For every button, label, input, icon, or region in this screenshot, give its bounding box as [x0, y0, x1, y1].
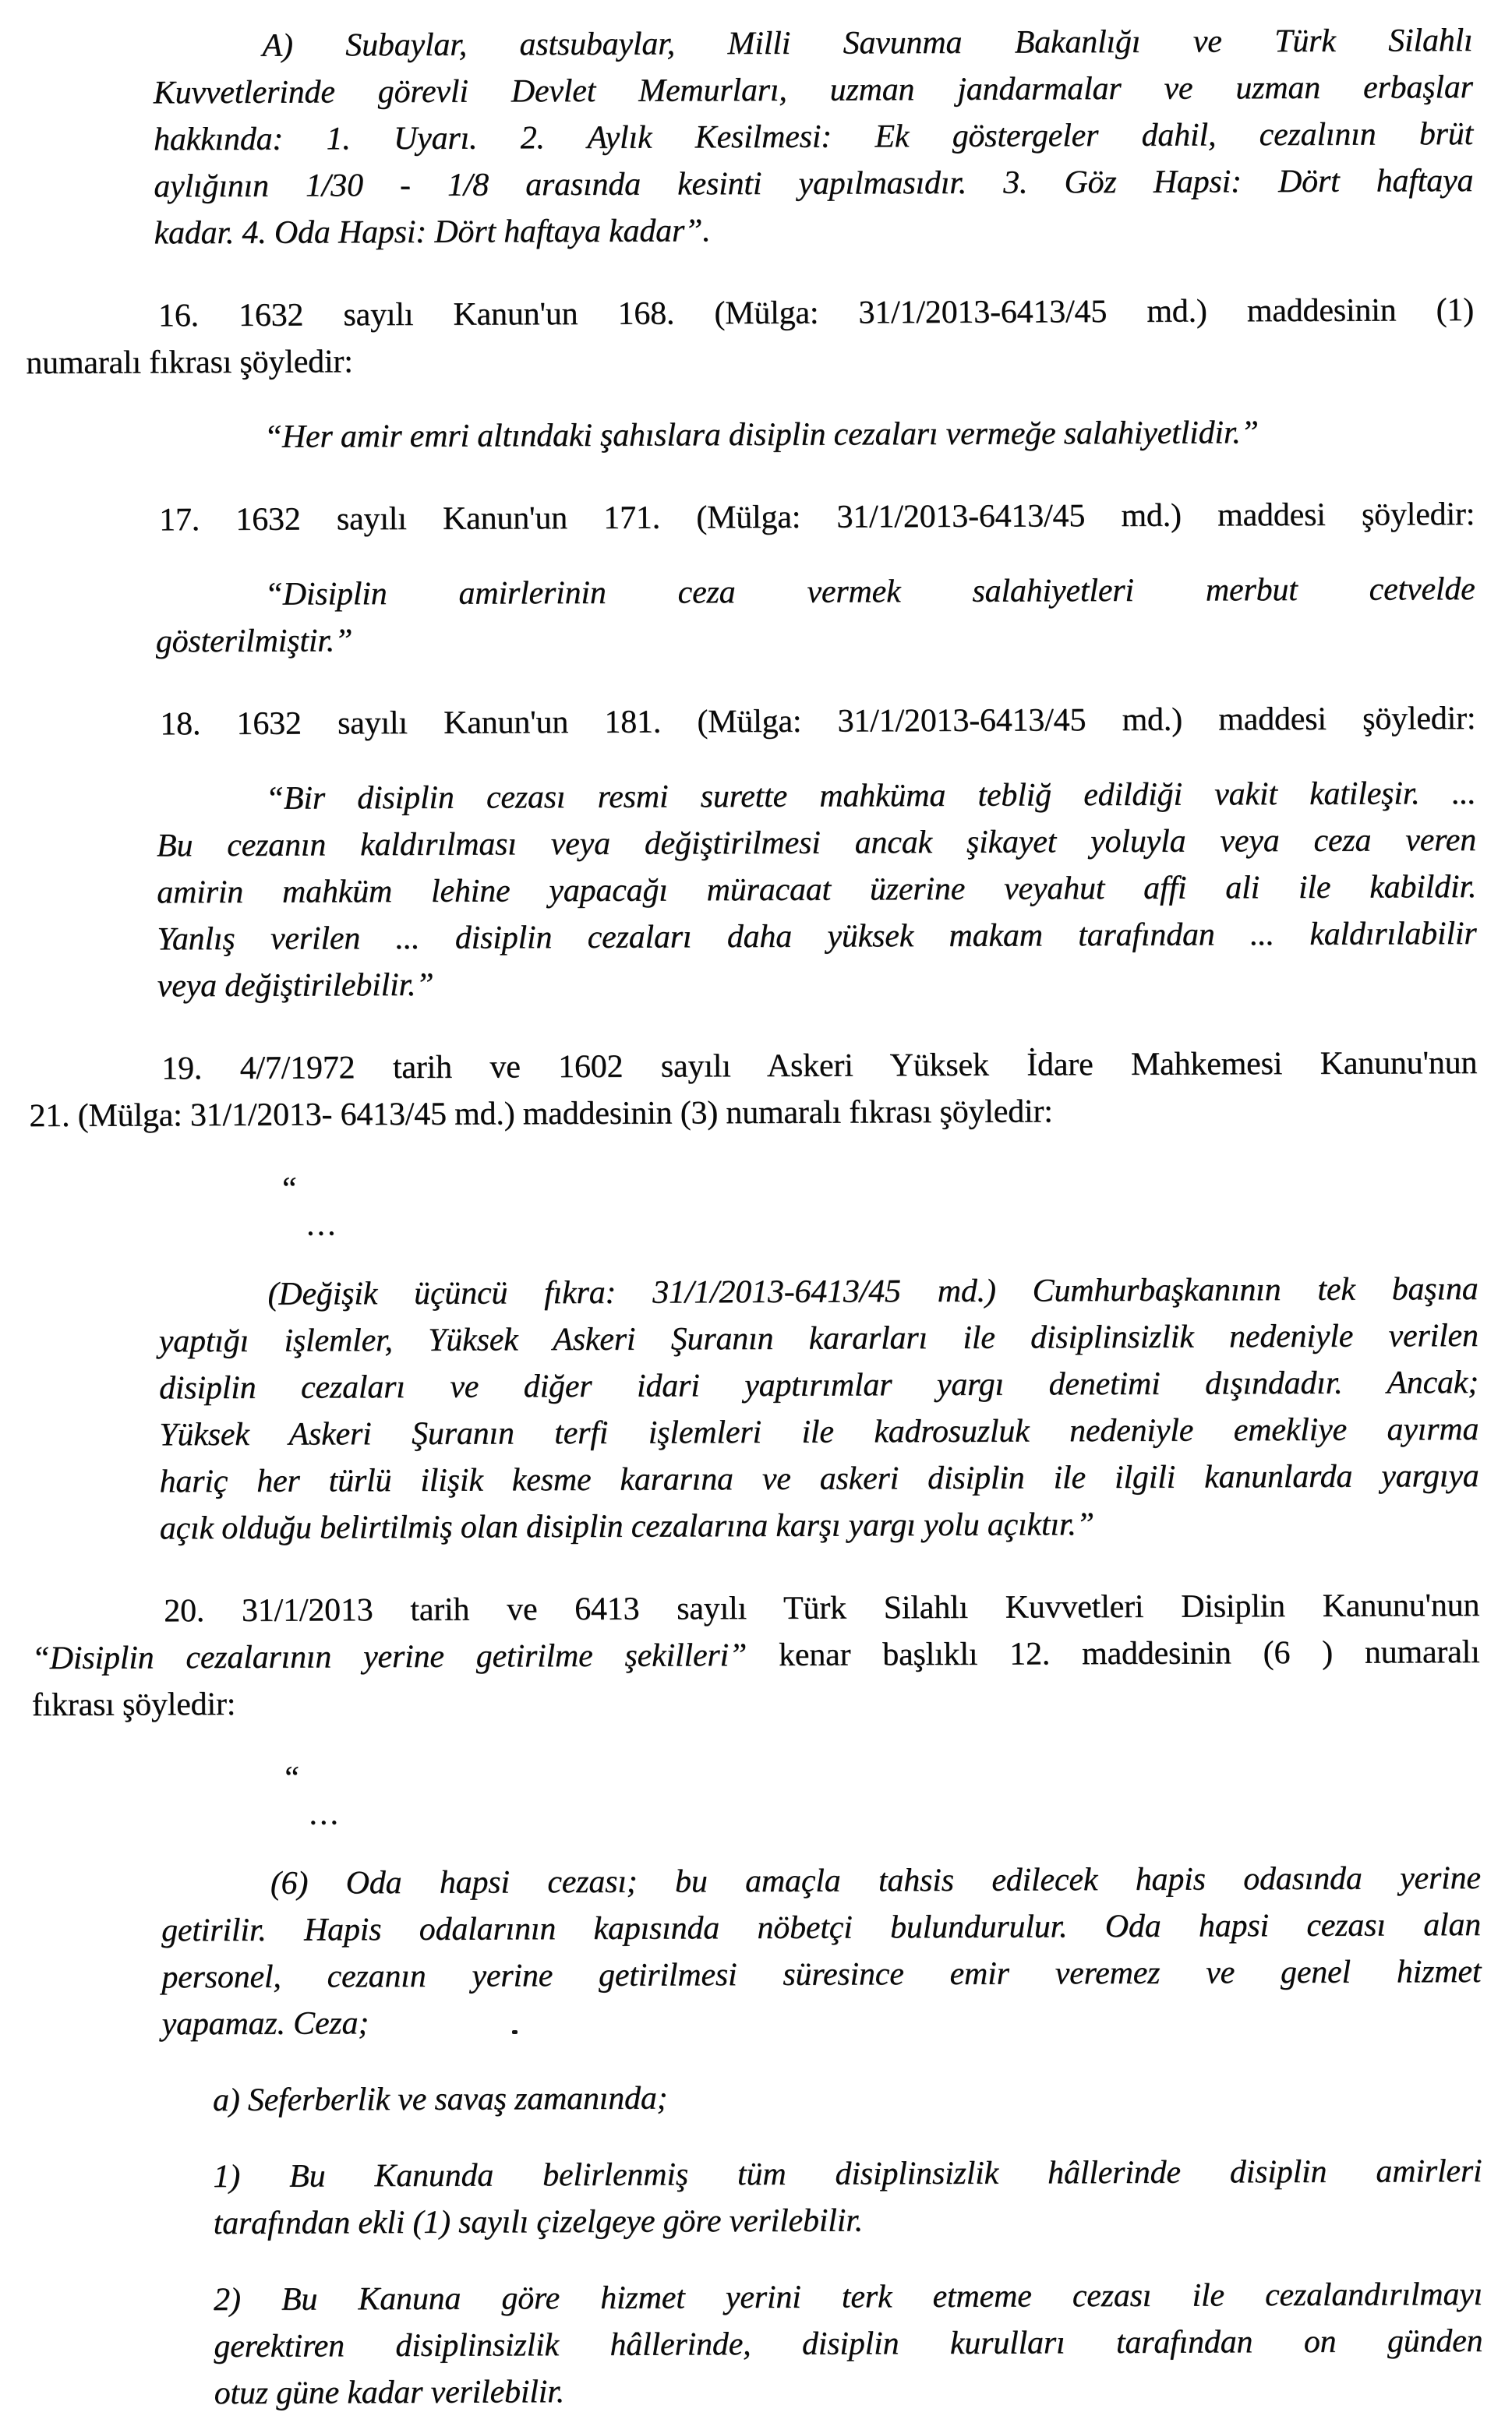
text-line: 19. 4/7/1972 tarih ve 1602 sayılı Askeri Yüksek İdare Mahkemesi Kanunu'nun [161, 1044, 1478, 1087]
text-line: gerektiren disiplinsizlik hâllerinde, disiplin kurulları tarafından on günden [214, 2322, 1483, 2365]
text-line: otuz güne kadar verilebilir. [214, 2374, 565, 2412]
text-line: “Bir disiplin cezası resmi surette mahküma tebliğ edildiği vakit katileşir. ... [265, 775, 1476, 817]
text-line: personel, cezanın yerine getirilmesi süresince emir veremez ve genel hizmet [161, 1953, 1482, 1996]
text-line: “Her amir emri altındaki şahıslara disiplin cezaları vermeğe salahiyetlidir.” [263, 415, 1259, 455]
text-run: kenar başlıklı 12. maddesinin (6 ) numaralı [747, 1634, 1480, 1674]
text-line: “ [281, 1760, 300, 1796]
text-line: hariç her türlü ilişik kesme kararına ve askeri disiplin ile ilgili kanunlarda yargıya [159, 1457, 1479, 1500]
text-line: “ [278, 1171, 298, 1207]
paragraph-17 [26, 491, 1475, 544]
text-line: 16. 1632 sayılı Kanun'un 168. (Mülga: 31/1/2013-6413/45 md.) maddesinin (1) [157, 291, 1475, 334]
text-line: Kuvvetlerinde görevli Devlet Memurları, uzman jandarmalar ve uzman erbaşlar [153, 69, 1473, 111]
text-line: Yanlış verilen ... disiplin cezaları daha yüksek makam tarafından ... kaldırılabilir [157, 915, 1477, 958]
quote-ellipsis-20 [309, 1791, 1480, 1832]
paragraph-16 [26, 287, 1475, 387]
text-line: numaralı fıkrası şöyledir: [26, 344, 353, 382]
paragraph-20 [31, 1582, 1480, 1729]
quote-open-mark-20 [281, 1755, 1480, 1796]
text-line [31, 1629, 1479, 1682]
text-line: (6) Oda hapsi cezası; bu amaçla tahsis edilecek hapis odasında yerine [270, 1860, 1481, 1902]
text-line: tarafından ekli (1) sayılı çizelgeye göre verilebilir. [213, 2202, 864, 2242]
quote-subitem-a [213, 2072, 1482, 2124]
text-line: aylığının 1/30 - 1/8 arasında kesinti yapılmasıdır. 3. Göz Hapsi: Dört haftaya [154, 162, 1474, 205]
text-line: 17. 1632 sayılı Kanun'un 171. (Mülga: 31/1/2013-6413/45 md.) maddesi şöyledir: [159, 496, 1475, 539]
text-line: gösterilmiştir.” [155, 623, 353, 660]
text-line: A) Subaylar, astsubaylar, Milli Savunma Bakanlığı ve Türk Silahlı [262, 22, 1473, 64]
text-line: ... [309, 1796, 341, 1832]
text-line: yapamaz. Ceza; [161, 2005, 369, 2043]
quote-subitem-2 [214, 2271, 1483, 2417]
text-line: 20. 31/1/2013 tarih ve 6413 sayılı Türk Silahlı Kuvvetleri Disiplin Kanunu'nun [164, 1587, 1480, 1630]
quote-block-18 [157, 770, 1477, 1009]
text-line: açık olduğu belirtilmiş olan disiplin cezalarına karşı yargı yolu açıktır.” [159, 1506, 1094, 1547]
text-line: getirilir. Hapis odalarının kapısında nöbetçi bulundurulur. Oda hapsi cezası alan [161, 1906, 1482, 1949]
text-line: amirin mahküm lehine yapacağı müracaat üzerine veyahut affi ali ile kabildir. [157, 868, 1477, 911]
quote-block-17 [155, 566, 1475, 665]
scan-speck-artifact [512, 2030, 518, 2034]
text-line: fıkrası şöyledir: [31, 1686, 236, 1724]
text-line: ... [306, 1206, 339, 1243]
quote-ellipsis-19 [307, 1202, 1478, 1243]
quote-open-mark-19 [279, 1166, 1478, 1207]
text-line: 1) Bu Kanunda belirlenmiş tüm disiplinsizlik hâllerinde disiplin amirleri [213, 2153, 1482, 2195]
text-line: disiplin cezaları ve diğer idari yaptırımlar yargı denetimi dışındadır. Ancak; [158, 1364, 1479, 1407]
text-line: 18. 1632 sayılı Kanun'un 181. (Mülga: 31/1/2013-6413/45 md.) maddesi şöyledir: [160, 700, 1476, 743]
text-line: 21. (Mülga: 31/1/2013- 6413/45 md.) maddesinin (3) numaralı fıkrası şöyledir: [29, 1093, 1053, 1135]
text-line: veya değiştirilebilir.” [157, 966, 434, 1005]
paragraph-19 [29, 1040, 1478, 1139]
text-line: a) Seferberlik ve savaş zamanında; [212, 2080, 668, 2119]
text-line: Bu cezanın kaldırılması veya değiştirilmesi ancak şikayet yoluyla veya ceza veren [156, 821, 1477, 864]
quote-block-penalty-list [153, 17, 1473, 256]
text-line: Yüksek Askeri Şuranın terfi işlemleri ile kadrosuzluk nedeniyle emekliye ayırma [159, 1411, 1479, 1453]
text-line: (Değişik üçüncü fıkra: 31/1/2013-6413/45 md.) Cumhurbaşkanının tek başına [267, 1270, 1478, 1312]
text-line: kadar. 4. Oda Hapsi: Dört haftaya kadar”. [154, 213, 711, 252]
quote-subitem-1 [213, 2148, 1482, 2247]
quote-block-19 [158, 1266, 1479, 1552]
inline-quote-text: “Disiplin cezalarının yerine getirilme şekilleri” [31, 1637, 747, 1677]
text-line: hakkında: 1. Uyarı. 2. Aylık Kesilmesi: Ek göstergeler dahil, cezalının brüt [153, 115, 1474, 158]
paragraph-18 [27, 695, 1475, 748]
text-line: “Disiplin amirlerinin ceza vermek salahiyetleri merbut cetvelde [264, 570, 1475, 613]
text-line: 2) Bu Kanuna göre hizmet yerini terk etmeme cezası ile cezalandırılmayı [214, 2276, 1483, 2319]
quote-block-16 [155, 408, 1475, 461]
quote-block-20 [161, 1855, 1482, 2047]
text-line: yaptığı işlemler, Yüksek Askeri Şuranın kararları ile disiplinsizlik nedeniyle verilen [158, 1317, 1478, 1360]
